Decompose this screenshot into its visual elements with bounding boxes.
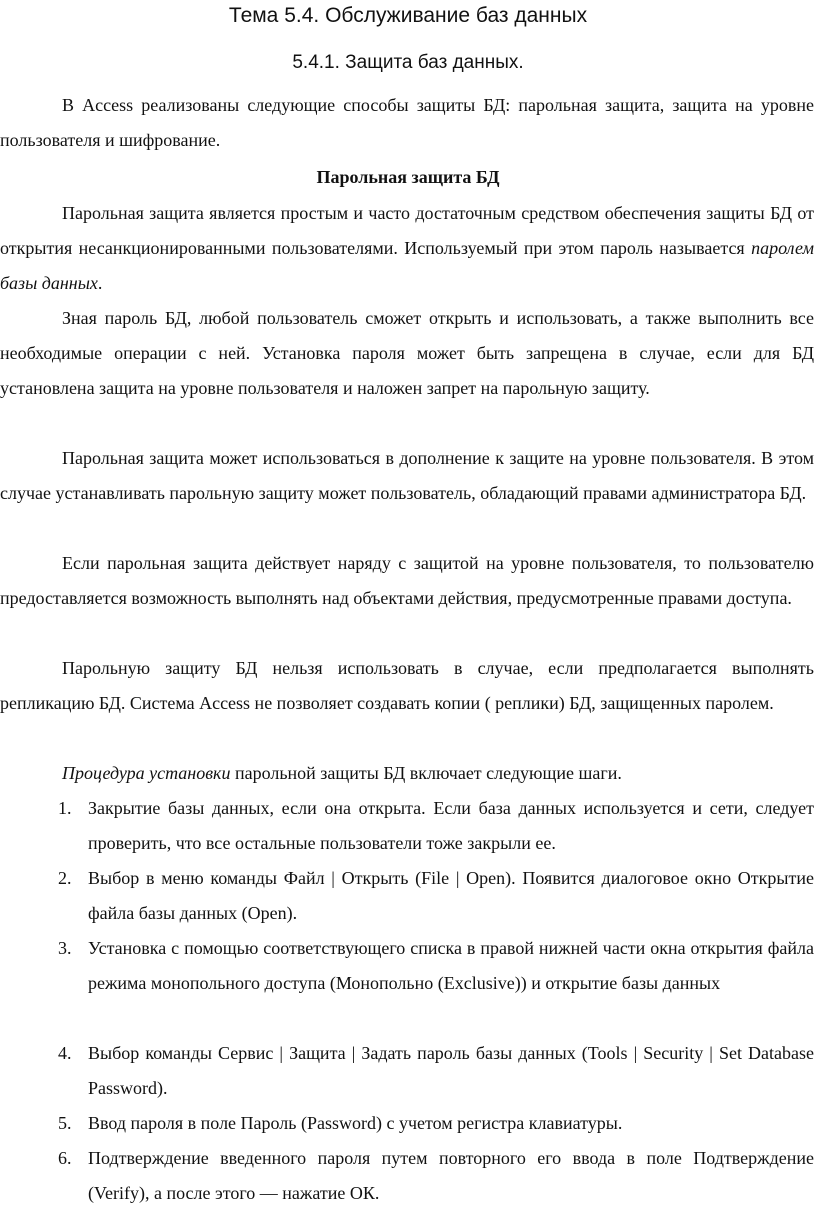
list-number: 1.: [58, 798, 72, 818]
list-number: 3.: [58, 938, 72, 958]
list-number: 2.: [58, 868, 72, 888]
subheading-password-protection: Парольная защита БД: [316, 167, 500, 187]
list-text: Ввод пароля в поле Пароль (Password) с учетом регистра клавиатуры.: [88, 1113, 623, 1133]
list-text: Выбор в меню команды Файл | Открыть (File | Open). Появится диалоговое окно Открытие файла базы данных (Open).: [88, 868, 814, 923]
list-number: 5.: [58, 1113, 72, 1133]
paragraph-replication: Парольную защиту БД нельзя использовать в случае, если предполагается выполнять репликацию БД. Система Access не позволяет создавать копии ( реплики) БД, защищенных паролем.: [0, 658, 814, 713]
list-number: 6.: [58, 1148, 72, 1168]
paragraph-text: Парольная защита является простым и часто достаточным средством обеспечения защиты БД от открытия несанкционированными пользователями. Используемый при этом пароль называется: [0, 203, 814, 258]
section-heading: 5.4.1. Защита баз данных.: [292, 52, 524, 73]
paragraph-together-with-user-level: Если парольная защита действует наряду с защитой на уровне пользователя, то пользователю предоставляется возможность выполнять над объектами действия, предусмотренные правами доступа.: [0, 553, 814, 608]
list-item: [58, 1036, 814, 1106]
list-item: [58, 1141, 814, 1211]
paragraph-knowing-password: Зная пароль БД, любой пользователь сможет открыть и использовать, а также выполнить все необходимые операции с ней. Установка пароля может быть запрещена в случае, если для БД установлена защита на уровне пользователя и наложен запрет на парольную защиту.: [0, 308, 814, 398]
list-text: Закрытие базы данных, если она открыта. Если база данных используется и сети, следует проверить, что все остальные пользователи тоже закрыли ее.: [88, 798, 814, 853]
list-text: Подтверждение введенного пароля путем повторного его ввода в поле Подтверждение (Verify), а после этого — нажатие ОК.: [88, 1148, 814, 1203]
paragraph-text: .: [97, 273, 103, 293]
italic-term: паролем базы данных: [0, 238, 814, 293]
list-number: 4.: [58, 1043, 72, 1063]
topic-heading: Тема 5.4. Обслуживание баз данных: [228, 4, 588, 27]
list-text: Установка с помощью соответствующего списка в правой нижней части окна открытия файла режима монопольного доступа (Монопольно (Exclusive)) и открытие базы данных: [88, 938, 814, 993]
list-item: [58, 861, 814, 931]
italic-term: Процедура установки: [62, 763, 231, 783]
list-item: [58, 1106, 814, 1141]
list-item: [58, 931, 814, 1001]
paragraph-complement-user-level: Парольная защита может использоваться в дополнение к защите на уровне пользователя. В этом случае устанавливать парольную защиту может пользователь, обладающий правами администратора БД.: [0, 448, 814, 503]
paragraph-password-definition: [0, 196, 814, 301]
paragraph-text: парольной защиты БД включает следующие шаги.: [230, 763, 622, 783]
intro-paragraph: В Access реализованы следующие способы защиты БД: парольная защита, защита на уровне пользователя и шифрование.: [0, 95, 814, 150]
paragraph-procedure-intro: [0, 756, 814, 791]
list-text: Выбор команды Сервис | Защита | Задать пароль базы данных (Tools | Security | Set Database Password).: [88, 1043, 814, 1098]
list-item: [58, 791, 814, 861]
